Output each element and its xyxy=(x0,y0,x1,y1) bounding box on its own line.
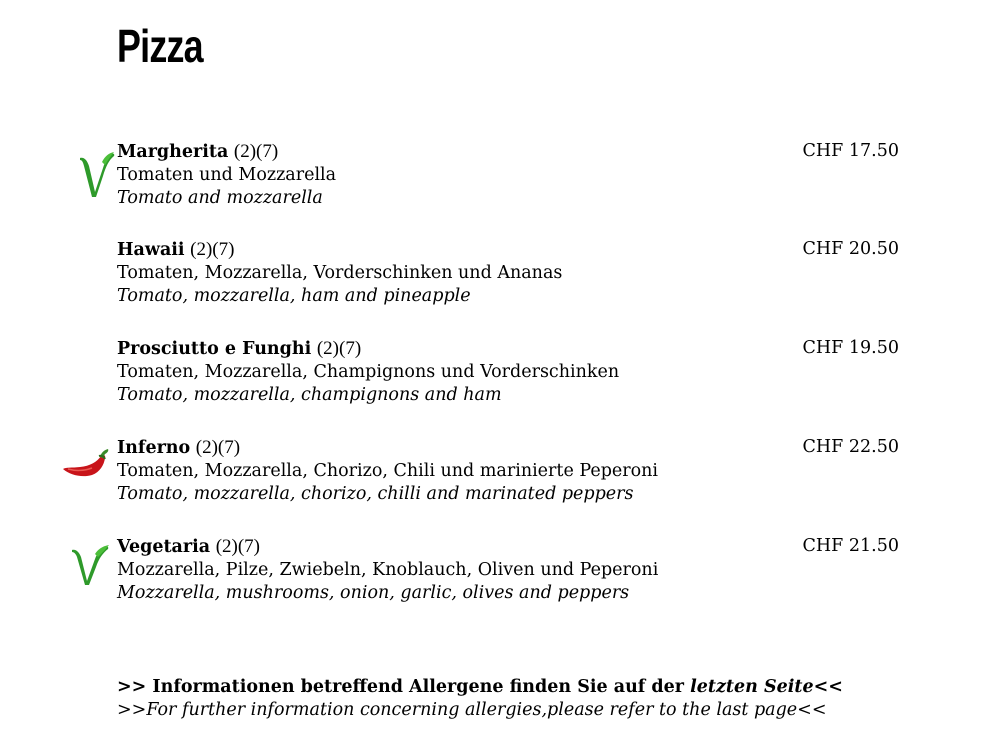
menu-item-prosciutto-e-funghi xyxy=(117,337,899,407)
menu-item-header xyxy=(117,140,899,164)
menu-item-price: CHF 20.50 xyxy=(802,239,899,259)
menu-item-price: CHF 22.50 xyxy=(802,437,899,457)
menu-item-name: Prosciutto e Funghi xyxy=(117,339,312,359)
page-title: Pizza xyxy=(117,20,203,72)
menu-item-description-en: Tomato and mozzarella xyxy=(117,188,323,208)
menu-item-allergens: (2)(7) xyxy=(190,239,235,260)
menu-item-price: CHF 21.50 xyxy=(802,536,899,556)
menu-item-vegetaria xyxy=(117,535,899,605)
menu-item-hawaii xyxy=(117,238,899,308)
menu-item-price: CHF 19.50 xyxy=(802,338,899,358)
menu-item-name: Inferno xyxy=(117,438,191,458)
menu-item-description-de: Tomaten, Mozzarella, Vorderschinken und Ananas xyxy=(117,263,563,283)
menu-item-header xyxy=(117,337,899,361)
menu-item-header xyxy=(117,436,899,460)
menu-item-name: Vegetaria xyxy=(117,537,211,557)
menu-item-name: Hawaii xyxy=(117,240,185,260)
menu-item-description-en: Mozzarella, mushrooms, onion, garlic, olives and peppers xyxy=(117,583,630,603)
menu-item-allergens: (2)(7) xyxy=(233,141,279,162)
menu-item-description-en: Tomato, mozzarella, ham and pineapple xyxy=(117,286,471,306)
allergen-notice-de xyxy=(117,676,843,699)
menu-item-allergens: (2)(7) xyxy=(316,338,362,359)
menu-item-description-de: Tomaten, Mozzarella, Champignons und Vorderschinken xyxy=(117,362,620,382)
menu-item-description-de: Tomaten, Mozzarella, Chorizo, Chili und marinierte Peperoni xyxy=(117,461,659,481)
menu-item-allergens: (2)(7) xyxy=(215,536,260,557)
allergen-notice-de-suffix: << xyxy=(813,677,843,697)
menu-item-description-en: Tomato, mozzarella, champignons and ham xyxy=(117,385,502,405)
menu-item-inferno xyxy=(117,436,899,506)
menu-item-price: CHF 17.50 xyxy=(802,141,899,161)
allergen-notice-en: >>For further information concerning allergies,please refer to the last page<< xyxy=(117,700,827,720)
allergen-notice xyxy=(117,676,843,722)
menu-item-description-en: Tomato, mozzarella, chorizo, chilli and marinated peppers xyxy=(117,484,634,504)
allergen-notice-de-emphasis: letzten Seite xyxy=(690,677,814,697)
menu-item-name: Margherita xyxy=(117,142,229,162)
menu-item-header xyxy=(117,535,899,559)
vegetarian-icon xyxy=(78,148,116,200)
menu-item-description-de: Tomaten und Mozzarella xyxy=(117,165,337,185)
chili-icon xyxy=(60,447,112,487)
menu-item-margherita xyxy=(117,140,899,210)
vegetarian-icon xyxy=(70,542,112,588)
allergen-notice-de-prefix: >> Informationen betreffend Allergene finden Sie auf der xyxy=(117,677,691,697)
menu-item-allergens: (2)(7) xyxy=(195,437,241,458)
menu-item-description-de: Mozzarella, Pilze, Zwiebeln, Knoblauch, Oliven und Peperoni xyxy=(117,560,659,580)
menu-item-header xyxy=(117,238,899,262)
